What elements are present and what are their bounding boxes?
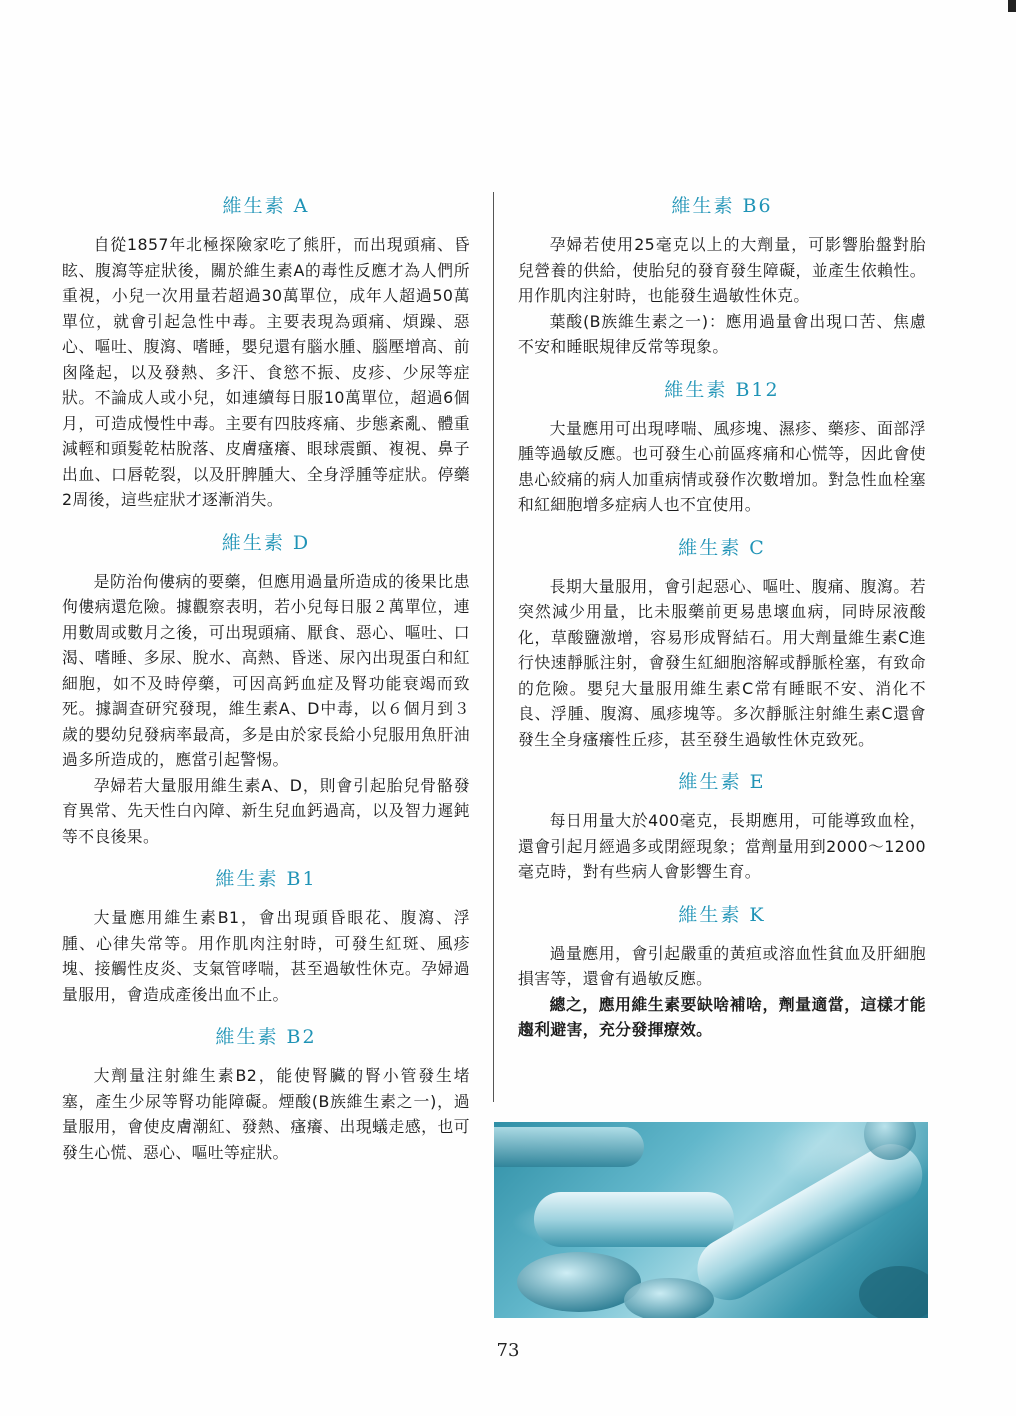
section-vitamin-a [62,192,470,513]
pills-photo [494,1122,928,1318]
paragraph: 大劑量注射維生素B2，能使腎臟的腎小管發生堵塞，產生少尿等腎功能障礙。煙酸(B族維生素之一)，過量服用，會使皮膚潮紅、發熱、瘙癢、出現蟻走感，也可發生心慌、惡心、嘔吐等症狀。 [62,1066,470,1162]
section-vitamin-b6 [518,192,926,360]
left-column [62,192,470,1181]
section-title: 維生素 B12 [664,378,780,401]
paragraph: 長期大量服用，會引起惡心、嘔吐、腹痛、腹瀉。若突然減少用量，比未服藥前更易患壞血病，同時尿液酸化，草酸鹽激增，容易形成腎結石。用大劑量維生素C進行快速靜脈注射，會發生紅細胞溶解或靜脈栓塞，有致命的危險。嬰兒大量服用維生素C常有睡眠不安、消化不良、浮腫、腹瀉、風疹塊等。多次靜脈注射維生素C還會發生全身瘙癢性丘疹，甚至發生過敏性休克致死。 [518,576,926,749]
section-vitamin-e [518,768,926,885]
column-divider [493,192,494,1102]
tablet-shape [859,1266,928,1318]
page-number: 73 [496,1340,520,1361]
paragraph: 孕婦若使用25毫克以上的大劑量，可影響胎盤對胎兒營養的供給，使胎兒的發育發生障礙，並產生依賴性。用作肌肉注射時，也能發生過敏性休克。 [518,235,926,305]
section-title: 維生素 A [222,195,310,217]
tablet-shape [517,1252,641,1312]
section-title: 維生素 E [678,771,766,793]
paragraph: 過量應用，會引起嚴重的黃疸或溶血性貧血及肝細胞損害等，還會有過敏反應。 [518,943,926,988]
section-title: 維生素 D [221,531,311,554]
paragraph: 孕婦若大量服用維生素A、D，則會引起胎兒骨骼發育異常、先天性白內障、新生兒血鈣過高，以及智力遲鈍等不良後果。 [62,775,470,846]
section-title: 維生素 B2 [215,1026,317,1048]
corner-mark [1008,0,1016,12]
paragraph: 大量應用維生素B1，會出現頭昏眼花、腹瀉、浮腫、心律失常等。用作肌肉注射時，可發生紅斑、風疹塊、接觸性皮炎、支氣管哮喘，甚至過敏性休克。孕婦過量服用，會造成產後出血不止。 [62,908,470,1004]
section-vitamin-b12 [518,376,926,518]
pills-illustration [494,1122,928,1318]
conclusion-paragraph: 總之，應用維生素要缺啥補啥，劑量適當，這樣才能趨利避害，充分發揮療效。 [518,994,926,1039]
section-title: 維生素 K [678,903,766,926]
section-vitamin-d [62,529,470,850]
paragraph: 大量應用可出現哮喘、風疹塊、濕疹、藥疹、面部浮腫等過敏反應。也可發生心前區疼痛和心慌等，因此會使患心絞痛的病人加重病情或發作次數增加。對急性血栓塞和紅細胞增多症病人也不宜使用。 [518,418,926,514]
section-vitamin-b2 [62,1023,470,1165]
paragraph: 葉酸(B族維生素之一)：應用過量會出現口苦、焦慮不安和睡眠規律反常等現象。 [518,311,926,356]
section-title: 維生素 B6 [671,195,773,217]
paragraph: 自從1857年北極探險家吃了熊肝，而出現頭痛、昏眩、腹瀉等症狀後，關於維生素A的毒性反應才為人們所重視，小兒一次用量若超過30萬單位，成年人超過50萬單位，就會引起急性中毒。主要表現為頭痛、煩躁、惡心、嘔吐、腹瀉、嗜睡，嬰兒還有腦水腫、腦壓增高、前囪隆起，以及發熱、多汗、食慾不振、皮疹、少尿等症狀。不論成人或小兒，如連續每日服10萬單位，超過6個月，可造成慢性中毒。主要有四肢疼痛、步態紊亂、體重減輕和頭髮乾枯脫落、皮膚瘙癢、眼球震顫、複視、鼻子出血、口唇乾裂，以及肝脾腫大、全身浮腫等症狀。停藥2周後，這些症狀才逐漸消失。 [62,235,470,509]
paragraph: 每日用量大於400毫克，長期應用，可能導致血栓，還會引起月經過多或閉經現象；當劑量用到2000～1200毫克時，對有些病人會影響生育。 [518,811,926,881]
section-title: 維生素 C [678,536,766,559]
capsule-shape [494,1127,644,1167]
section-title: 維生素 B1 [215,868,317,890]
paragraph: 是防治佝僂病的要藥，但應用過量所造成的後果比患佝僂病還危險。據觀察表明，若小兒每日服２萬單位，連用數周或數月之後，可出現頭痛、厭食、惡心、嘔吐、口渴、嗜睡、多尿、脫水、高熱、昏迷、尿內出現蛋白和紅細胞，如不及時停藥，可因高鈣血症及腎功能衰竭而致死。據調查研究發現，維生素A、D中毒，以６個月到３歲的嬰幼兒發病率最高，多是由於家長給小兒服用魚肝油過多所造成的，應當引起警惕。 [62,571,470,769]
right-column [518,192,926,1059]
section-vitamin-c [518,534,926,753]
capsule-shape [534,1192,734,1247]
section-vitamin-b1 [62,865,470,1007]
section-vitamin-k [518,901,926,1043]
